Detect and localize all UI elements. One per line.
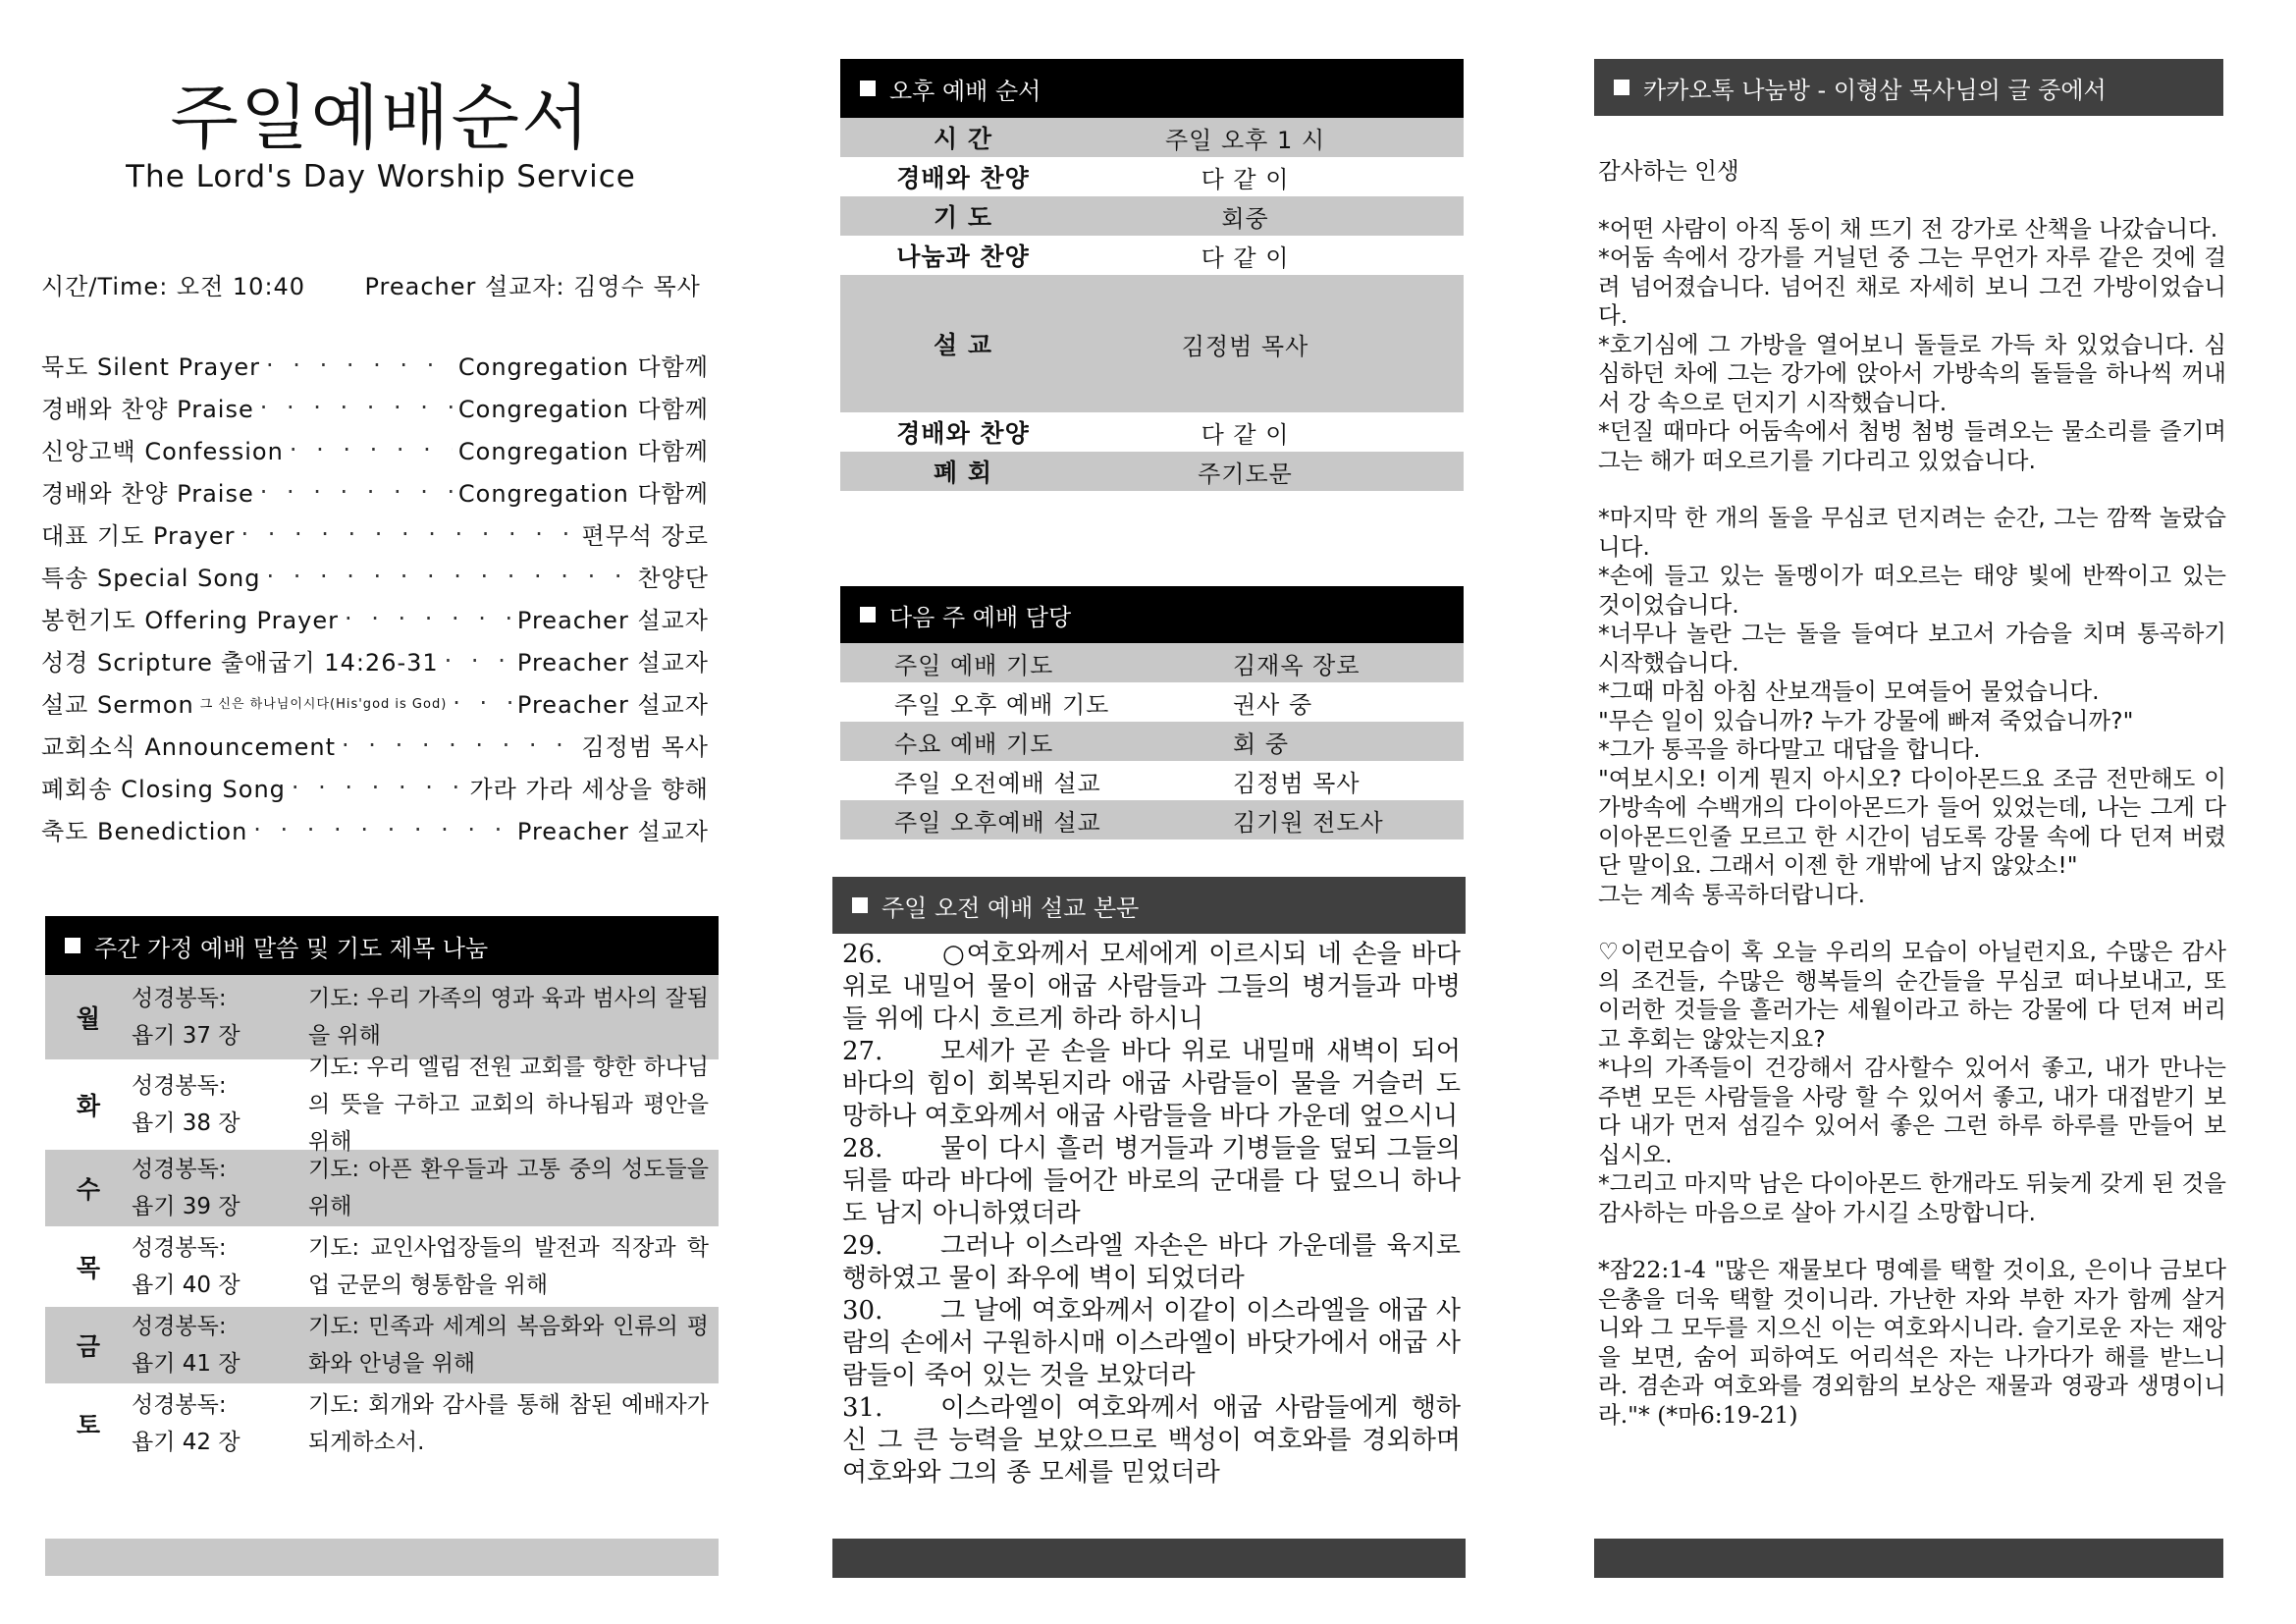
bible-reading-chapter: 욥기 38 장 bbox=[132, 1110, 240, 1136]
essay-body bbox=[1598, 157, 2226, 1430]
verse-text: 이스라엘이 여호와께서 애굽 사람들에게 행하신 그 큰 능력을 보았으므로 백성이 여호와를 경외하며 여호와와 그의 종 모세를 믿었더라 bbox=[842, 1393, 1461, 1488]
leader-dots bbox=[266, 352, 453, 379]
order-item-leader: Congregation 다함께 bbox=[457, 480, 709, 508]
afternoon-row bbox=[840, 196, 1464, 236]
order-item-leader: Congregation 다함께 bbox=[457, 396, 709, 423]
prayer-topic: 기도: 아픈 환우들과 고통 중의 성도들을 위해 bbox=[308, 1157, 709, 1219]
order-item-leader: 가라 가라 세상을 향해 bbox=[469, 776, 709, 803]
essay-paragraph: *어떤 사람이 아직 동이 채 뜨기 전 강가로 산책을 나갔습니다. bbox=[1598, 214, 2218, 243]
verse-text: 그 날에 여호와께서 이같이 이스라엘을 애굽 사람의 손에서 구원하시매 이스라엘이 바닷가에서 애굽 사람들이 죽어 있는 것을 보았더라 bbox=[842, 1296, 1461, 1390]
square-bullet-icon bbox=[65, 938, 80, 953]
order-item-label: 신앙고백 Confession bbox=[41, 438, 284, 465]
square-bullet-icon bbox=[860, 81, 876, 96]
duty-person: 김재옥 장로 bbox=[1233, 651, 1361, 679]
order-item bbox=[41, 470, 709, 513]
order-item bbox=[41, 681, 709, 724]
order-item-label: 폐회송 Closing Song bbox=[41, 776, 286, 803]
order-item bbox=[41, 724, 709, 766]
afternoon-item: 나눔과 찬양 bbox=[896, 243, 1030, 271]
essay-paragraph: ♡이런모습이 혹 오늘 우리의 모습이 아닐런지요, 수많은 감사의 조건들, 수많은 행복들의 순간들을 무심코 떠나보내고, 또 이러한 것들을 흘러가는 세월이라고 하는 강물에 다 던져 버리고 후회는 않았는지요? bbox=[1598, 938, 2226, 1053]
afternoon-service-header bbox=[840, 59, 1464, 118]
weekly-row bbox=[45, 1055, 719, 1155]
leader-dots bbox=[266, 563, 631, 590]
essay-paragraph: *너무나 놀란 그는 돌을 들여다 보고서 가슴을 치며 통곡하기 시작했습니다. bbox=[1598, 620, 2226, 677]
essay-paragraph: *잠22:1-4 "많은 재물보다 명예를 택할 것이요, 은이나 금보다 은총을 더욱 택할 것이니라. 가난한 자와 부한 자가 함께 살거니와 그 모두를 지으신 이는 여호와시니라. 슬기로운 자는 재앙을 보면, 숨어 피하여도 어리석은 자는 나가다가 해를 받느니라. 겸손과 여호와를 경외함의 보상은 재물과 영광과 생명이니라."* (*마6:19-21) bbox=[1598, 1256, 2226, 1429]
leader-dots bbox=[445, 647, 511, 675]
weekday-label: 금 bbox=[76, 1332, 101, 1361]
leader-dots bbox=[453, 689, 511, 717]
order-item-label: 설교 Sermon bbox=[41, 691, 194, 719]
leader-dots bbox=[292, 774, 464, 801]
verse-number: 27. bbox=[842, 1037, 883, 1066]
order-item-leader: Preacher 설교자 bbox=[516, 649, 709, 677]
next-week-row bbox=[840, 761, 1464, 800]
order-item bbox=[41, 766, 709, 808]
order-item-label: 축도 Benediction bbox=[41, 818, 248, 845]
page-subtitle: The Lord's Day Worship Service bbox=[126, 159, 636, 194]
sermon-subtitle: 그 신은 하나님이시다(His'god is God) bbox=[199, 697, 448, 712]
essay-paragraph: *어둠 속에서 강가를 거닐던 중 그는 무언가 자루 같은 것에 걸려 넘어졌습니다. 넘어진 채로 자세히 보니 그건 가방이었습니다. bbox=[1598, 244, 2226, 329]
duty-role: 주일 오후예배 설교 bbox=[894, 808, 1101, 837]
weekly-devotion-title: 주간 가정 예배 말씀 및 기도 제목 나눔 bbox=[94, 934, 489, 962]
order-item-label: 성경 Scripture bbox=[41, 649, 213, 677]
bible-reading-chapter: 욥기 40 장 bbox=[132, 1272, 240, 1298]
weekday-label: 화 bbox=[76, 1092, 101, 1120]
next-week-row bbox=[840, 722, 1464, 761]
scripture-verse bbox=[842, 939, 1461, 1036]
verse-number: 30. bbox=[842, 1296, 883, 1326]
duty-person: 김기원 전도사 bbox=[1233, 808, 1384, 837]
weekly-row bbox=[45, 1383, 719, 1464]
leader-dots bbox=[345, 605, 511, 632]
order-item-label: 특송 Special Song bbox=[41, 565, 261, 592]
scripture-verse bbox=[842, 1295, 1461, 1392]
leader-dots bbox=[240, 520, 575, 548]
order-item-leader: 찬양단 bbox=[637, 565, 709, 592]
kakao-sharing-title: 카카오톡 나눔방 - 이형삼 목사님의 글 중에서 bbox=[1643, 76, 2107, 104]
order-item-label: 봉헌기도 Offering Prayer bbox=[41, 607, 339, 634]
square-bullet-icon bbox=[852, 897, 868, 913]
next-week-row bbox=[840, 643, 1464, 682]
order-item-label: 경배와 찬양 Praise bbox=[41, 396, 254, 423]
verse-number: 28. bbox=[842, 1134, 883, 1164]
order-item-leader: Congregation 다함께 bbox=[457, 438, 709, 465]
verse-number: 26. bbox=[842, 940, 883, 969]
afternoon-service-title: 오후 예배 순서 bbox=[889, 77, 1041, 105]
afternoon-service-table bbox=[840, 118, 1464, 491]
weekly-devotion-table bbox=[45, 975, 719, 1464]
leader-dots bbox=[260, 478, 453, 506]
weekly-devotion-header bbox=[45, 916, 719, 975]
essay-paragraph: "여보시오! 이게 뭔지 아시오? 다이아몬드요 조금 전만해도 이 가방속에 수백개의 다이아몬드가 들어 있었는데, 나는 그게 다이아몬드인줄 모르고 한 시간이 넘도록 강물 속에 다 던져 버렸단 말이요. 그래서 이젠 한 개밖에 남지 않았소!" bbox=[1598, 764, 2226, 879]
sermon-scripture bbox=[842, 939, 1461, 1489]
order-item bbox=[41, 808, 709, 850]
duty-role: 주일 오전예배 설교 bbox=[894, 769, 1101, 797]
square-bullet-icon bbox=[1614, 80, 1629, 95]
footer-bar bbox=[45, 1539, 719, 1576]
order-item-label: 교회소식 Announcement bbox=[41, 733, 337, 761]
leader-dots bbox=[290, 436, 453, 463]
order-item bbox=[41, 386, 709, 428]
next-week-row bbox=[840, 800, 1464, 839]
weekly-row bbox=[45, 1226, 719, 1307]
verse-number: 31. bbox=[842, 1393, 883, 1423]
essay-paragraph: *손에 들고 있는 돌멩이가 떠오르는 태양 빛에 반짝이고 있는 것이었습니다. bbox=[1598, 562, 2226, 619]
duty-role: 수요 예배 기도 bbox=[894, 730, 1054, 758]
order-item bbox=[41, 597, 709, 639]
bible-reading-chapter: 욥기 41 장 bbox=[132, 1351, 240, 1377]
weekly-row bbox=[45, 975, 719, 1059]
essay-paragraph: *그가 통곡을 하다말고 대답을 합니다. bbox=[1598, 735, 1981, 763]
worship-order-list bbox=[41, 344, 709, 850]
afternoon-leader: 다 같 이 bbox=[1201, 244, 1290, 272]
duty-person: 권사 중 bbox=[1233, 690, 1313, 719]
afternoon-leader: 다 같 이 bbox=[1201, 420, 1290, 449]
weekday-label: 수 bbox=[76, 1175, 101, 1204]
order-item bbox=[41, 428, 709, 470]
afternoon-item: 경배와 찬양 bbox=[896, 419, 1030, 448]
prayer-topic: 기도: 민족과 세계의 복음화와 인류의 평화와 안녕을 위해 bbox=[308, 1314, 709, 1377]
bible-reading-label: 성경봉독: bbox=[132, 1314, 227, 1339]
sermon-text-title: 주일 오전 예배 설교 본문 bbox=[881, 893, 1140, 922]
order-item-label: 묵도 Silent Prayer bbox=[41, 353, 261, 381]
order-item-leader: Congregation 다함께 bbox=[457, 353, 709, 381]
prayer-topic: 기도: 회개와 감사를 통해 참된 예배자가 되게하소서. bbox=[308, 1392, 709, 1455]
verse-text: 물이 다시 흘러 병거들과 기병들을 덮되 그들의 뒤를 따라 바다에 들어간 바로의 군대를 다 덮으니 하나도 남지 아니하였더라 bbox=[842, 1134, 1461, 1228]
order-item-leader: Preacher 설교자 bbox=[516, 818, 709, 845]
afternoon-row bbox=[840, 236, 1464, 275]
bible-reading-chapter: 욥기 37 장 bbox=[132, 1023, 240, 1049]
order-item-label: 경배와 찬양 Praise bbox=[41, 480, 254, 508]
afternoon-item: 설 교 bbox=[933, 331, 992, 359]
paragraph-gap bbox=[1598, 909, 2226, 938]
afternoon-row bbox=[840, 157, 1464, 196]
afternoon-item: 기 도 bbox=[933, 203, 992, 232]
leader-dots bbox=[342, 731, 575, 759]
afternoon-leader: 다 같 이 bbox=[1201, 165, 1290, 193]
verse-number: 29. bbox=[842, 1231, 883, 1261]
bible-reading bbox=[132, 1151, 308, 1225]
afternoon-row bbox=[840, 118, 1464, 157]
bible-reading bbox=[132, 1386, 308, 1461]
order-item-leader: 편무석 장로 bbox=[581, 522, 709, 550]
bible-reading-chapter: 욥기 39 장 bbox=[132, 1194, 240, 1219]
square-bullet-icon bbox=[860, 607, 876, 623]
weekly-row bbox=[45, 1307, 719, 1383]
afternoon-item: 경배와 찬양 bbox=[896, 164, 1030, 192]
bible-reading bbox=[132, 980, 308, 1055]
verse-text: 모세가 곧 손을 바다 위로 내밀매 새벽이 되어 바다의 힘이 회복된지라 애굽 사람들이 물을 거슬러 도망하나 여호와께서 애굽 사람들을 바다 가운데 엎으시니 bbox=[842, 1037, 1461, 1131]
next-week-title: 다음 주 예배 담당 bbox=[889, 603, 1072, 631]
order-item bbox=[41, 513, 709, 555]
afternoon-item: 폐 회 bbox=[933, 459, 992, 487]
order-item bbox=[41, 344, 709, 386]
weekly-row bbox=[45, 1150, 719, 1226]
scripture-verse bbox=[842, 1133, 1461, 1230]
essay-paragraph: *그리고 마지막 남은 다이아몬드 한개라도 뒤늦게 갖게 된 것을 감사하는 마음으로 살아 가시길 소망합니다. bbox=[1598, 1169, 2226, 1226]
scripture-verse bbox=[842, 1036, 1461, 1133]
paragraph-gap bbox=[1598, 475, 2226, 504]
essay-paragraph: *마지막 한 개의 돌을 무심코 던지려는 순간, 그는 깜짝 놀랐습니다. bbox=[1598, 504, 2226, 561]
weekday-label: 토 bbox=[76, 1411, 101, 1439]
sermon-text-header bbox=[832, 877, 1466, 934]
duty-person: 회 중 bbox=[1233, 730, 1289, 758]
service-time-line: 시간/Time: 오전 10:40 Preacher 설교자: 김영수 목사 bbox=[41, 273, 701, 300]
weekday-label: 목 bbox=[76, 1254, 101, 1282]
order-item bbox=[41, 639, 709, 681]
afternoon-leader: 김정범 목사 bbox=[1181, 332, 1309, 360]
afternoon-row bbox=[840, 275, 1464, 412]
verse-text: ○여호와께서 모세에게 이르시되 네 손을 바다 위로 내밀어 물이 애굽 사람들과 그들의 병거들과 마병들 위에 다시 흐르게 하라 하시니 bbox=[842, 940, 1461, 1034]
essay-paragraph: *그때 마침 아침 산보객들이 모여들어 물었습니다. bbox=[1598, 677, 2100, 705]
footer-bar bbox=[832, 1539, 1466, 1578]
afternoon-leader: 회중 bbox=[1221, 204, 1269, 233]
duty-role: 주일 오후 예배 기도 bbox=[894, 690, 1110, 719]
essay-heading: 감사하는 인생 bbox=[1598, 157, 1739, 185]
essay-paragraph: *호기심에 그 가방을 열어보니 돌들로 가득 차 있었습니다. 심심하던 차에 그는 강가에 앉아서 가방속의 돌들을 하나씩 꺼내서 강 속으로 던지기 시작했습니다. bbox=[1598, 330, 2226, 416]
order-item-leader: 김정범 목사 bbox=[581, 733, 709, 761]
afternoon-row bbox=[840, 452, 1464, 491]
bible-reading-label: 성경봉독: bbox=[132, 1073, 227, 1099]
bible-reading-label: 성경봉독: bbox=[132, 1235, 227, 1261]
footer-bar bbox=[1594, 1539, 2223, 1578]
scripture-reference: 출애굽기 14:26-31 bbox=[220, 649, 439, 677]
order-item bbox=[41, 555, 709, 597]
afternoon-leader: 주일 오후 1 시 bbox=[1164, 126, 1326, 154]
afternoon-row bbox=[840, 412, 1464, 452]
kakao-sharing-header bbox=[1594, 59, 2223, 116]
paragraph-gap bbox=[1598, 1227, 2226, 1256]
essay-paragraph: 그는 계속 통곡하더랍니다. bbox=[1598, 880, 1866, 908]
afternoon-leader: 주기도문 bbox=[1198, 460, 1293, 488]
bible-reading-chapter: 욥기 42 장 bbox=[132, 1430, 240, 1455]
next-week-row bbox=[840, 682, 1464, 722]
bible-reading-label: 성경봉독: bbox=[132, 1392, 227, 1418]
bible-reading-label: 성경봉독: bbox=[132, 986, 227, 1011]
afternoon-item: 시 간 bbox=[933, 125, 992, 153]
essay-paragraph: *나의 가족들이 건강해서 감사할수 있어서 좋고, 내가 만나는 주변 모든 사람들을 사랑 할 수 있어서 좋고, 내가 대접받기 보다 내가 먼저 섬길수 있어서 좋은 그런 하루 하루를 만들어 보십시오. bbox=[1598, 1054, 2226, 1168]
essay-paragraph: "무슨 일이 있습니까? 누가 강물에 빠져 죽었습니까?" bbox=[1598, 706, 2134, 734]
next-week-header bbox=[840, 586, 1464, 643]
scripture-verse bbox=[842, 1392, 1461, 1489]
order-item-leader: Preacher 설교자 bbox=[516, 607, 709, 634]
duty-person: 김정범 목사 bbox=[1233, 769, 1361, 797]
order-item-label: 대표 기도 Prayer bbox=[41, 522, 236, 550]
prayer-topic: 기도: 우리 엘림 전원 교회를 향한 하나님의 뜻을 구하고 교회의 하나됨과 평안을 위해 bbox=[308, 1055, 709, 1155]
weekday-label: 월 bbox=[76, 1004, 101, 1033]
bible-reading bbox=[132, 1229, 308, 1304]
duty-role: 주일 예배 기도 bbox=[894, 651, 1054, 679]
leader-dots bbox=[260, 394, 453, 421]
page-title: 주일예배순서 bbox=[170, 77, 592, 159]
scripture-verse bbox=[842, 1230, 1461, 1295]
order-item-leader: Preacher 설교자 bbox=[516, 691, 709, 719]
bible-reading-label: 성경봉독: bbox=[132, 1157, 227, 1182]
verse-text: 그러나 이스라엘 자손은 바다 가운데를 육지로 행하였고 물이 좌우에 벽이 되었더라 bbox=[842, 1231, 1461, 1293]
leader-dots bbox=[253, 816, 511, 843]
prayer-topic: 기도: 우리 가족의 영과 육과 범사의 잘됨을 위해 bbox=[308, 986, 709, 1049]
essay-paragraph: *던질 때마다 어둠속에서 첨벙 첨벙 들려오는 물소리를 즐기며 그는 해가 떠오르기를 기다리고 있었습니다. bbox=[1598, 417, 2226, 474]
bible-reading bbox=[132, 1308, 308, 1382]
next-week-table bbox=[840, 643, 1464, 839]
bible-reading bbox=[132, 1067, 308, 1142]
prayer-topic: 기도: 교인사업장들의 발전과 직장과 학업 군문의 형통함을 위해 bbox=[308, 1235, 709, 1298]
